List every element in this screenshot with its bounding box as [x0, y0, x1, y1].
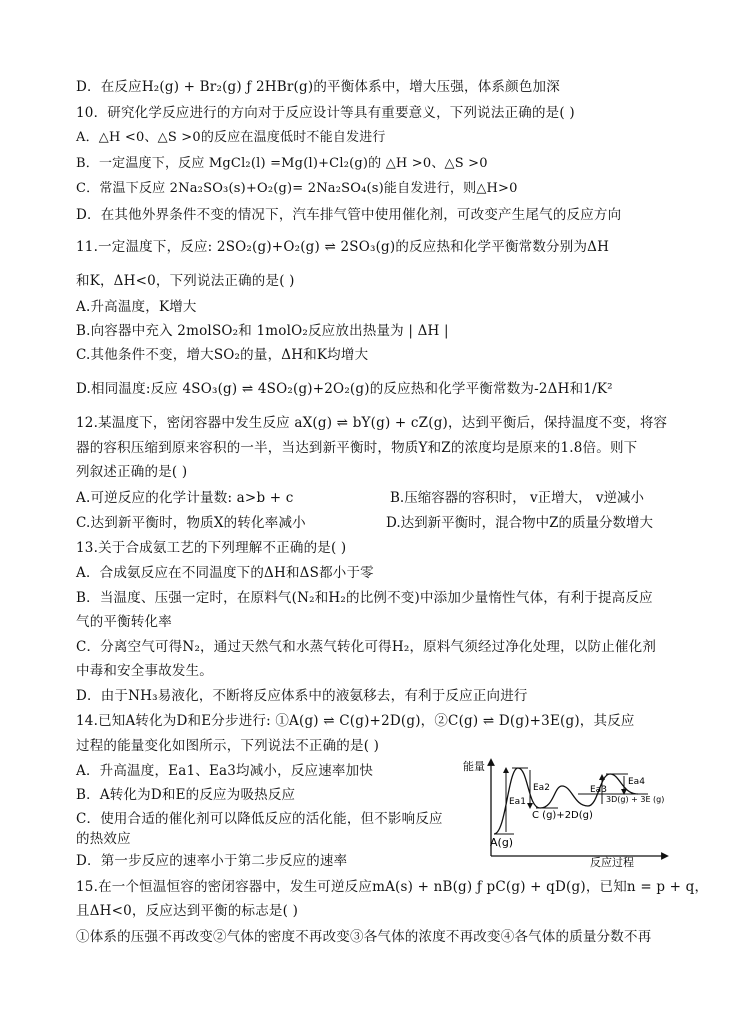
q14-option-c-cont: 的热效应 [76, 831, 131, 847]
q14-stem: 14.已知A转化为D和E分步进行: ①A(g) ⇌ C(g)+2D(g)，②C(g) ⇌ D(g)+3E(g)，其反应 [76, 713, 635, 729]
q13-option-a: A．合成氨反应在不同温度下的ΔH和ΔS都小于零 [76, 565, 374, 581]
ea2-label: Ea2 [533, 783, 550, 793]
q13-option-d: D．由于NH₃易液化，不断将反应体系中的液氨移去，有利于反应正向进行 [76, 688, 528, 704]
q12-option-c: C.达到新平衡时，物质X的转化率减小 [76, 515, 306, 531]
q13-option-c-cont: 中毒和安全事故发生。 [76, 663, 213, 679]
x-axis-label: 反应过程 [590, 856, 634, 869]
q12-stem-cont1: 器的容积压缩到原来容积的一半，当达到新平衡时，物质Y和Z的浓度均是原来的1.8倍。则下 [76, 440, 638, 456]
q14-option-d: D．第一步反应的速率小于第二步反应的速率 [76, 853, 348, 869]
q12-option-d: D.达到新平衡时，混合物中Z的质量分数增大 [386, 515, 654, 531]
energy-diagram-svg [458, 756, 668, 868]
q11-stem: 11.一定温度下，反应: 2SO₂(g)+O₂(g) ⇌ 2SO₃(g)的反应热和化学平衡常数分别为ΔH [76, 239, 610, 255]
q10-option-b: B．一定温度下，反应 MgCl₂(l) =Mg(l)+Cl₂(g)的 △H >0、△S >0 [76, 156, 488, 171]
q10-option-a: A．△H <0、△S >0的反应在温度低时不能自发进行 [76, 130, 386, 145]
q13-option-c: C．分离空气可得N₂，通过天然气和水蒸气转化可得H₂，原料气须经过净化处理，以防止催化剂 [76, 639, 657, 655]
ea4-label: Ea4 [628, 777, 645, 787]
y-axis-label: 能量 [463, 760, 485, 773]
ea3-label: Ea3 [590, 785, 607, 795]
q11-option-b: B.向容器中充入 2molSO₂和 1molO₂反应放出热量为 | ΔH | [76, 323, 449, 339]
q9-option-d: D．在反应H₂(g) + Br₂(g) ƒ 2HBr(g)的平衡体系中，增大压强，体系颜色加深 [76, 79, 560, 95]
q12-stem: 12.某温度下，密闭容器中发生反应 aX(g) ⇌ bY(g) + cZ(g)，达到平衡后，保持温度不变，将容 [76, 415, 668, 431]
q10-option-c: C．常温下反应 2Na₂SO₃(s)+O₂(g)= 2Na₂SO₄(s)能自发进行，则△H>0 [76, 181, 518, 196]
species-a-label: A(g) [490, 836, 514, 849]
q14-option-b: B．A转化为D和E的反应为吸热反应 [76, 787, 296, 803]
q12-option-a: A.可逆反应的化学计量数: a>b + c [76, 490, 294, 506]
q11-stem-cont: 和K，ΔH<0，下列说法正确的是( ) [76, 273, 295, 289]
q12-stem-cont2: 列叙述正确的是( ) [76, 464, 188, 480]
species-de-label: 3D(g) + 3E (g) [606, 795, 665, 804]
q10-option-d: D．在其他外界条件不变的情况下，汽车排气管中使用催化剂，可改变产生尾气的反应方向 [76, 207, 622, 223]
ea1-label: Ea1 [509, 797, 526, 807]
q15-stem: 15.在一个恒温恒容的密闭容器中，发生可逆反应mA(s) + nB(g) ƒ pC(g) + qD(g)，已知n = p + q， [76, 879, 709, 895]
q15-stem-cont: 且ΔH<0，反应达到平衡的标志是( ) [76, 903, 299, 919]
q14-option-c: C．使用合适的催化剂可以降低反应的活化能，但不影响反应 [76, 811, 443, 827]
q13-option-b-cont: 气的平衡转化率 [76, 614, 172, 630]
q11-option-a: A.升高温度，K增大 [76, 299, 197, 315]
q12-option-b: B.压缩容器的容积时， v正增大， v逆减小 [390, 490, 645, 506]
q11-option-d: D.相同温度:反应 4SO₃(g) ⇌ 4SO₂(g)+2O₂(g)的反应热和化学平衡常数为-2ΔH和1/K² [76, 381, 613, 397]
q15-conditions: ①体系的压强不再改变②气体的密度不再改变③各气体的浓度不再改变④各气体的质量分数不再 [76, 929, 652, 945]
q14-option-a: A．升高温度，Ea1、Ea3均减小，反应速率加快 [76, 763, 374, 779]
q10-stem: 10．研究化学反应进行的方向对于反应设计等具有重要意义，下列说法正确的是( ) [76, 105, 575, 121]
q11-option-c: C.其他条件不变，增大SO₂的量，ΔH和K均增大 [76, 347, 369, 363]
q14-stem-cont: 过程的能量变化如图所示，下列说法不正确的是( ) [76, 738, 380, 754]
energy-diagram [458, 756, 668, 868]
species-cd-label: C (g)+2D(g) [532, 810, 593, 821]
q13-stem: 13.关于合成氨工艺的下列理解不正确的是( ) [76, 540, 347, 556]
q13-option-b: B．当温度、压强一定时，在原料气(N₂和H₂的比例不变)中添加少量惰性气体，有利于提高反应 [76, 590, 653, 606]
